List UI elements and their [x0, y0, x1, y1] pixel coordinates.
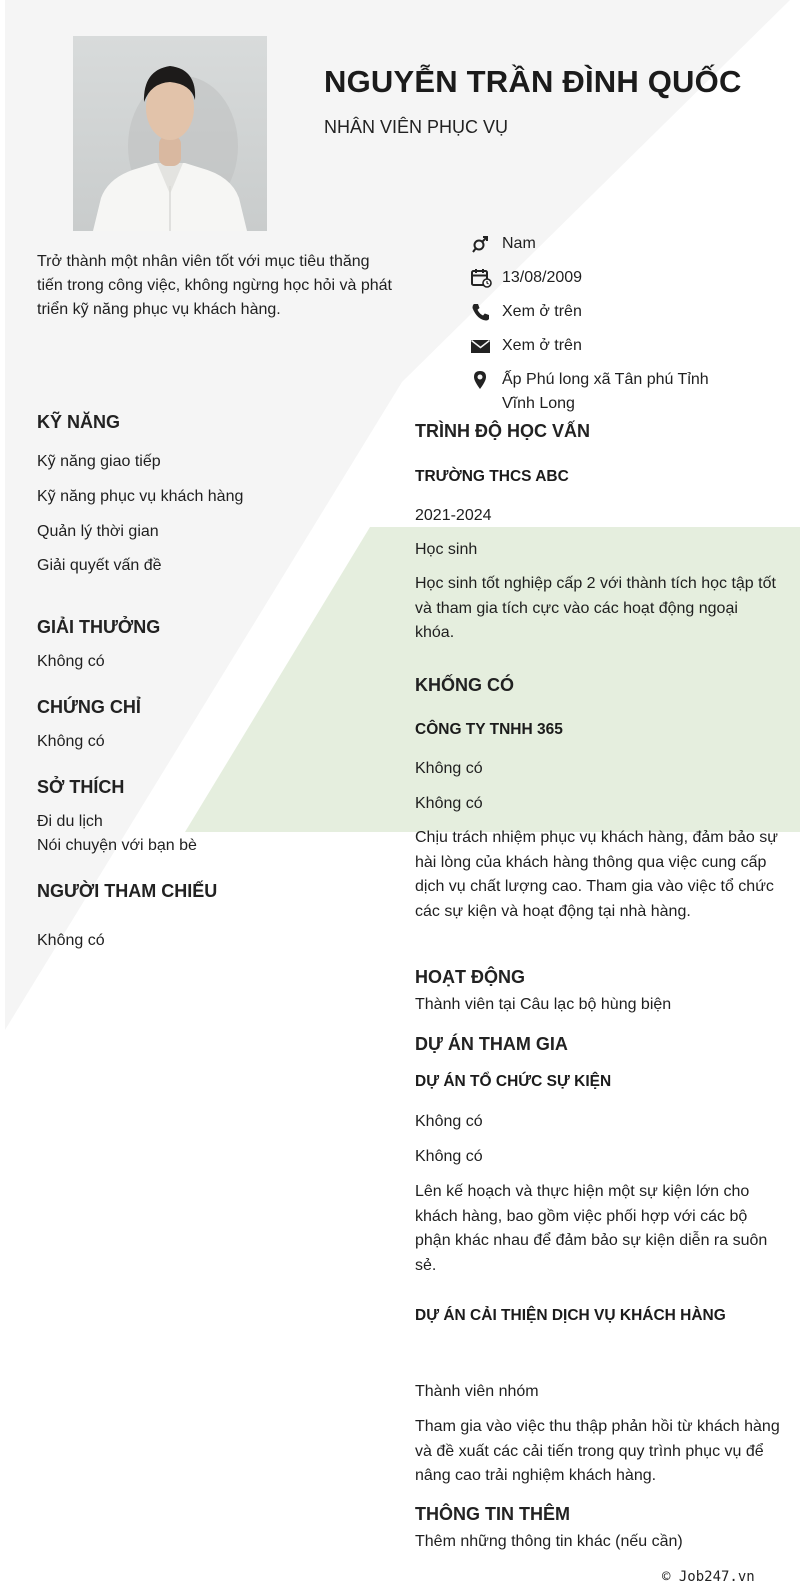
- email-value: Xem ở trên: [502, 337, 582, 354]
- certificates-heading: CHỨNG CHỈ: [37, 697, 141, 717]
- skill-item: Quản lý thời gian: [37, 523, 159, 540]
- email-icon: [470, 336, 492, 356]
- awards-value: Không có: [37, 653, 105, 670]
- contact-phone: [470, 300, 740, 324]
- calendar-icon: [470, 268, 492, 288]
- experience-time: Không có: [415, 760, 483, 777]
- phone-value: Xem ở trên: [502, 303, 582, 320]
- location-icon: [470, 370, 492, 390]
- experience-description: Chịu trách nhiệm phục vụ khách hàng, đảm bảo sự hài lòng của khách hàng thông qua việc cung cấp dịch vụ chất lượng cao. Tham gia vào việc tổ chức các sự kiện và hoạt động tại nhà hàng.: [415, 829, 778, 920]
- contact-address: [470, 368, 740, 416]
- education-description: Học sinh tốt nghiệp cấp 2 với thành tích học tập tốt và tham gia tích cực vào các hoạt động ngoại khóa.: [415, 575, 776, 641]
- education-role: Học sinh: [415, 541, 478, 558]
- hobby-item: Nói chuyện với bạn bè: [37, 837, 197, 854]
- project-name: DỰ ÁN TỔ CHỨC SỰ KIỆN: [415, 1073, 612, 1090]
- hobby-item: Đi du lịch: [37, 813, 103, 830]
- projects-heading: DỰ ÁN THAM GIA: [415, 1034, 568, 1054]
- contact-gender: [470, 232, 740, 256]
- project-name: DỰ ÁN CẢI THIỆN DỊCH VỤ KHÁCH HÀNG: [415, 1307, 726, 1324]
- job-title: NHÂN VIÊN PHỤC VỤ: [324, 117, 509, 137]
- profile-photo: [73, 36, 267, 231]
- school-name: TRƯỜNG THCS ABC: [415, 468, 569, 485]
- skill-item: Kỹ năng phục vụ khách hàng: [37, 488, 244, 505]
- experience-position: Không có: [415, 795, 483, 812]
- project-description: Tham gia vào việc thu thập phản hồi từ khách hàng và đề xuất các cải tiến trong quy trình phục vụ để nâng cao trải nghiệm khách hàng.: [415, 1418, 780, 1484]
- project-role: Thành viên nhóm: [415, 1383, 539, 1400]
- contact-birthday: [470, 266, 740, 290]
- phone-icon: [470, 302, 492, 322]
- gender-icon: [470, 234, 492, 254]
- project-role: Không có: [415, 1148, 483, 1165]
- project-description: Lên kế hoạch và thực hiện một sự kiện lớn cho khách hàng, bao gồm việc phối hợp với các bộ phận khác nhau để đảm bảo sự kiện diễn ra suôn sẻ.: [415, 1183, 768, 1274]
- company-name: CÔNG TY TNHH 365: [415, 721, 563, 738]
- references-value: Không có: [37, 932, 105, 949]
- skill-item: Kỹ năng giao tiếp: [37, 453, 161, 470]
- candidate-name: NGUYỄN TRẦN ĐÌNH QUỐC: [324, 64, 742, 99]
- education-years: 2021-2024: [415, 507, 492, 524]
- references-heading: NGƯỜI THAM CHIẾU: [37, 881, 218, 901]
- hobbies-heading: SỞ THÍCH: [37, 777, 125, 797]
- activities-value: Thành viên tại Câu lạc bộ hùng biện: [415, 996, 672, 1013]
- skill-item: Giải quyết vấn đề: [37, 557, 162, 574]
- contact-email: [470, 334, 740, 358]
- address-value: Ấp Phú long xã Tân phú Tỉnh Vĩnh Long: [502, 371, 709, 412]
- career-objective: Trở thành một nhân viên tốt với mục tiêu thăng tiến trong công việc, không ngừng học hỏi và phát triển kỹ năng phục vụ khách hàng.: [37, 253, 392, 318]
- additional-heading: THÔNG TIN THÊM: [415, 1504, 570, 1524]
- gender-value: Nam: [502, 235, 536, 252]
- awards-heading: GIẢI THƯỞNG: [37, 617, 161, 637]
- birthday-value: 13/08/2009: [502, 269, 583, 286]
- certificates-value: Không có: [37, 733, 105, 750]
- additional-value: Thêm những thông tin khác (nếu cần): [415, 1533, 683, 1550]
- education-heading: TRÌNH ĐỘ HỌC VẤN: [415, 421, 590, 441]
- activities-heading: HOẠT ĐỘNG: [415, 967, 525, 987]
- skills-heading: KỸ NĂNG: [37, 412, 121, 432]
- footer-credit: © Job247.vn: [662, 1569, 755, 1585]
- experience-heading: KHỐNG CÓ: [415, 675, 514, 695]
- project-time: Không có: [415, 1113, 483, 1130]
